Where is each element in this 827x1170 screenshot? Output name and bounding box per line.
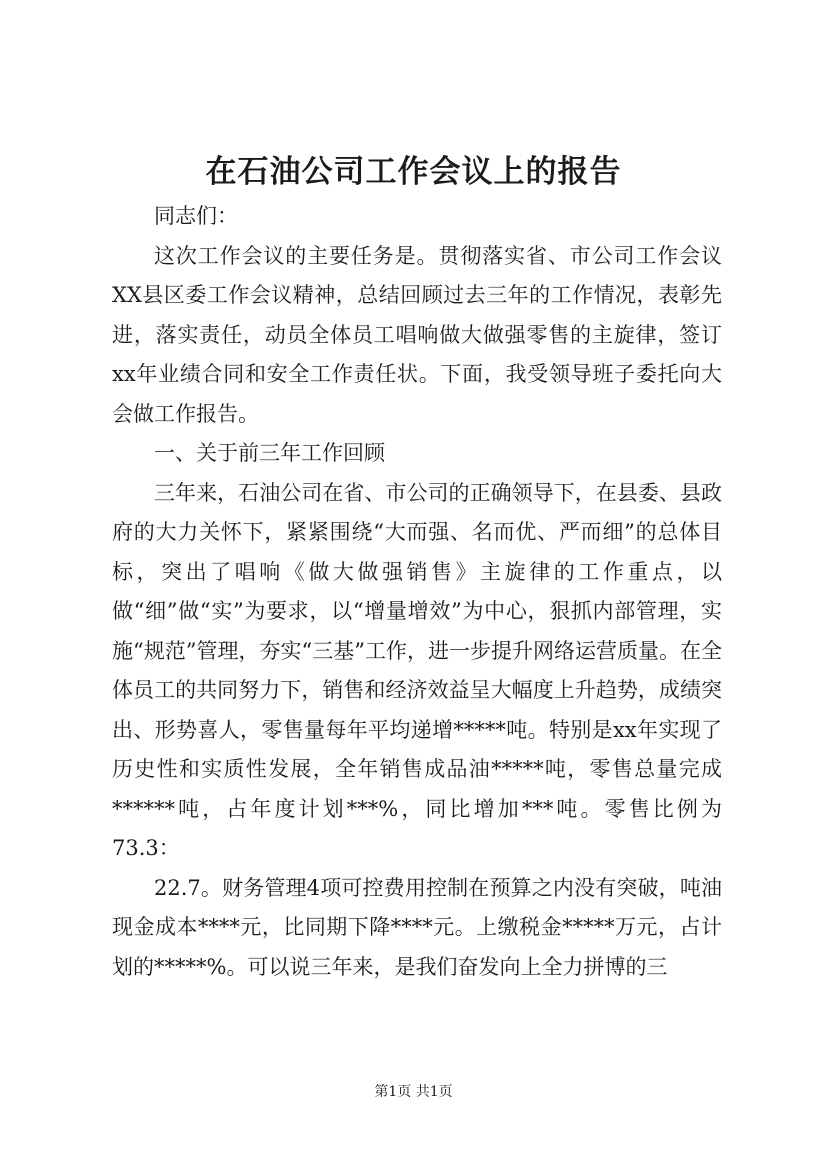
section-heading: 一、关于前三年工作回顾 [154,441,385,465]
paragraph-finance: 22.7。财务管理4项可控费用控制在预算之内没有突破，吨油现金成本****元，比同期下降****元。上缴税金*****万元，占计划的*****%。可以说三年来，是我们奋发向上全力拼博的三 [112,875,722,979]
document-title: 在石油公司工作会议上的报告 [205,154,622,190]
page-footer: 第1页 共1页 [374,1084,453,1100]
paragraph-review: 三年来，石油公司在省、市公司的正确领导下，在县委、县政府的大力关怀下，紧紧围绕“大而强、名而优、严而细”的总体目标，突出了唱响《做大做强销售》主旋律的工作重点，以做“细”做“实”为要求，以“增量增效”为中心，狠抓内部管理，实施“规范”管理，夯实“三基”工作，进一步提升网络运营质量。在全体员工的共同努力下，销售和经济效益呈大幅度上升趋势，成绩突出、形势喜人，零售量每年平均递增*****吨。特别是xx年实现了历史性和实质性发展，全年销售成品油*****吨，零售总量完成******吨，占年度计划***%，同比增加***吨。零售比例为73.3： [112,480,722,860]
salutation: 同志们： [154,204,238,228]
paragraph-intro: 这次工作会议的主要任务是。贯彻落实省、市公司工作会议XX县区委工作会议精神，总结回顾过去三年的工作情况，表彰先进，落实责任，动员全体员工唱响做大做强零售的主旋律，签订xx年业绩合同和安全工作责任状。下面，我受领导班子委托向大会做工作报告。 [112,243,722,426]
document-body [112,197,722,987]
